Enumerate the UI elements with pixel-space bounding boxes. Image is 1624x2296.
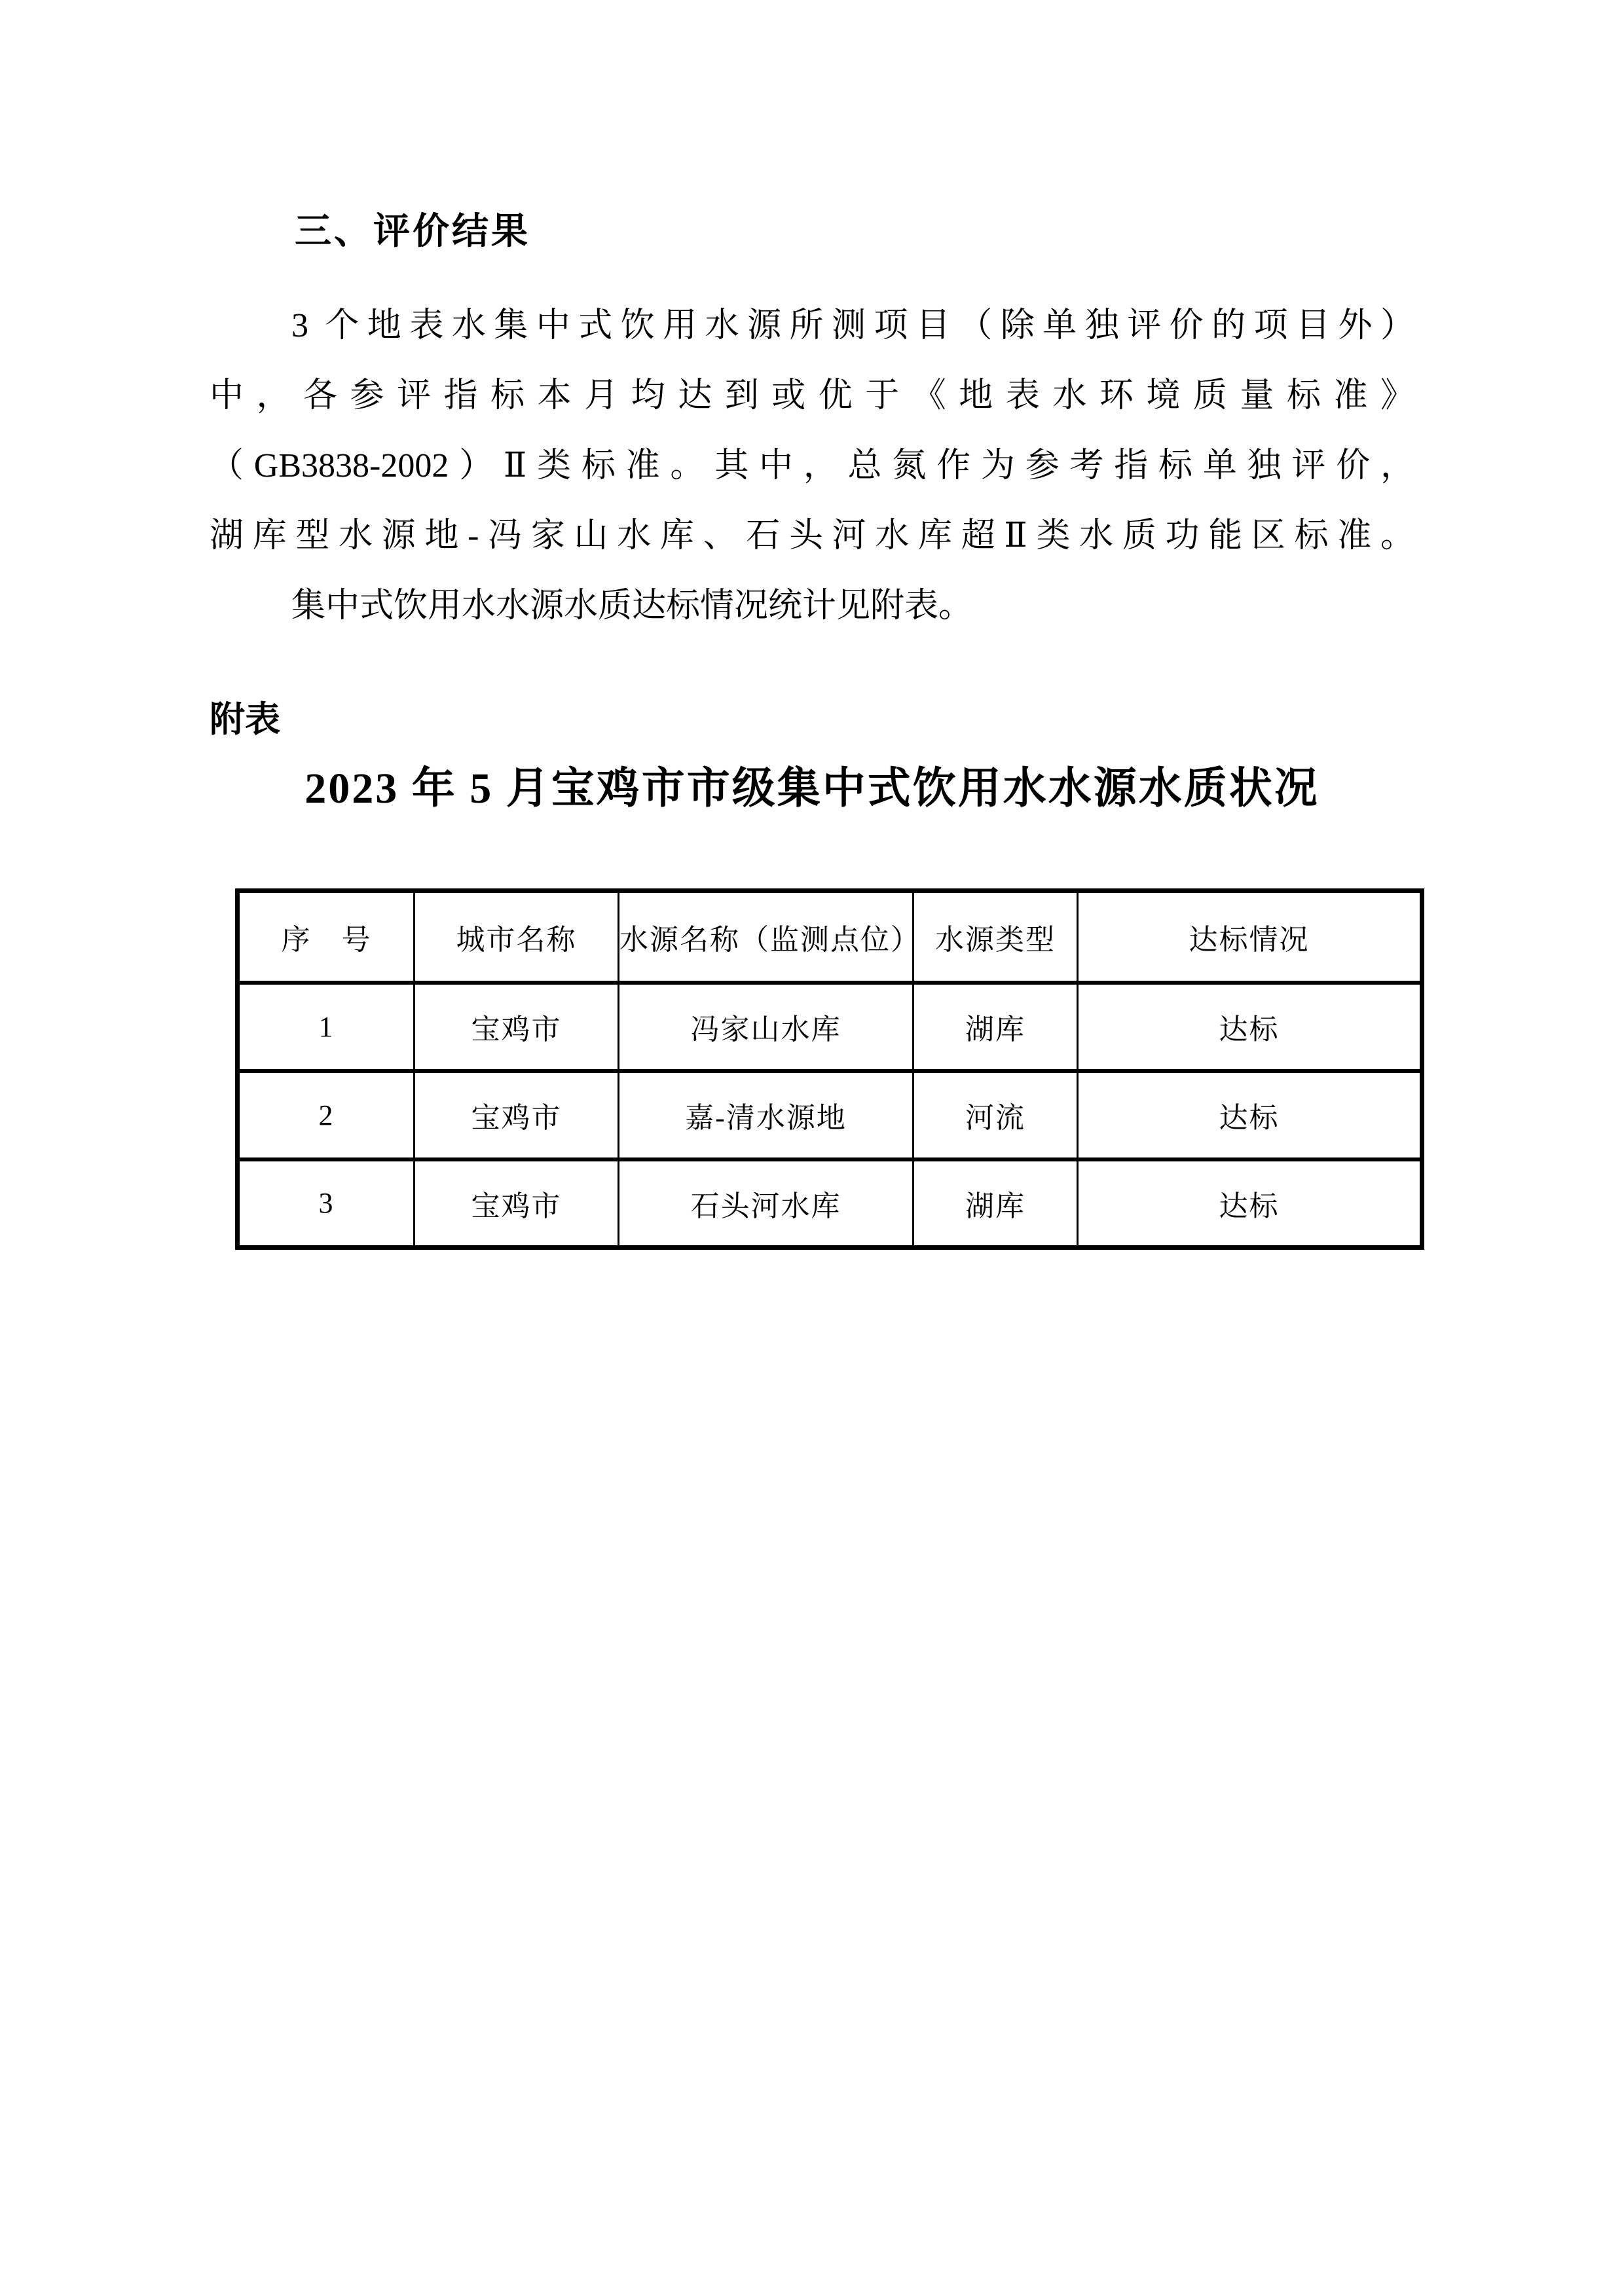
column-header: 达标情况 — [1078, 891, 1422, 983]
table-cell: 石头河水库 — [619, 1159, 913, 1248]
table-cell: 河流 — [913, 1071, 1078, 1159]
table-cell: 1 — [238, 983, 415, 1071]
table-cell: 湖库 — [913, 1159, 1078, 1248]
table-cell: 嘉-清水源地 — [619, 1071, 913, 1159]
column-header: 序 号 — [238, 891, 415, 983]
table-cell: 冯家山水库 — [619, 983, 913, 1071]
column-header: 水源类型 — [913, 891, 1078, 983]
column-header: 城市名称 — [415, 891, 619, 983]
table-cell: 达标 — [1078, 1159, 1422, 1248]
paragraph-line: 3 个地表水集中式饮用水源所测项目（除单独评价的项目外） — [291, 307, 1414, 344]
table-cell: 3 — [238, 1159, 415, 1248]
table-cell: 2 — [238, 1071, 415, 1159]
table-cell: 宝鸡市 — [415, 983, 619, 1071]
table-cell: 达标 — [1078, 983, 1422, 1071]
table-cell: 宝鸡市 — [415, 1071, 619, 1159]
annex-label: 附表 — [210, 700, 280, 739]
table-cell: 达标 — [1078, 1071, 1422, 1159]
table-header-row — [238, 891, 1422, 983]
table-body — [238, 983, 1422, 1248]
table-cell: 湖库 — [913, 983, 1078, 1071]
table-row — [238, 1071, 1422, 1159]
paragraph-line: 湖库型水源地-冯家山水库、石头河水库超Ⅱ类水质功能区标准。 — [210, 517, 1414, 555]
body-paragraph-2: 集中式饮用水水源水质达标情况统计见附表。 — [291, 587, 973, 625]
section-heading: 三、评价结果 — [295, 210, 530, 251]
column-header: 水源名称（监测点位） — [619, 891, 913, 983]
table-row — [238, 1159, 1422, 1248]
paragraph-line: 中，各参评指标本月均达到或优于《地表水环境质量标准》 — [210, 377, 1414, 414]
paragraph-line: （GB3838-2002）Ⅱ类标准。其中，总氮作为参考指标单独评价， — [210, 447, 1414, 484]
table-title: 2023 年 5 月宝鸡市市级集中式饮用水水源水质状况 — [304, 765, 1320, 812]
table-cell: 宝鸡市 — [415, 1159, 619, 1248]
table-row — [238, 983, 1422, 1071]
body-paragraph-1 — [210, 291, 1414, 571]
water-quality-table — [235, 888, 1424, 1250]
